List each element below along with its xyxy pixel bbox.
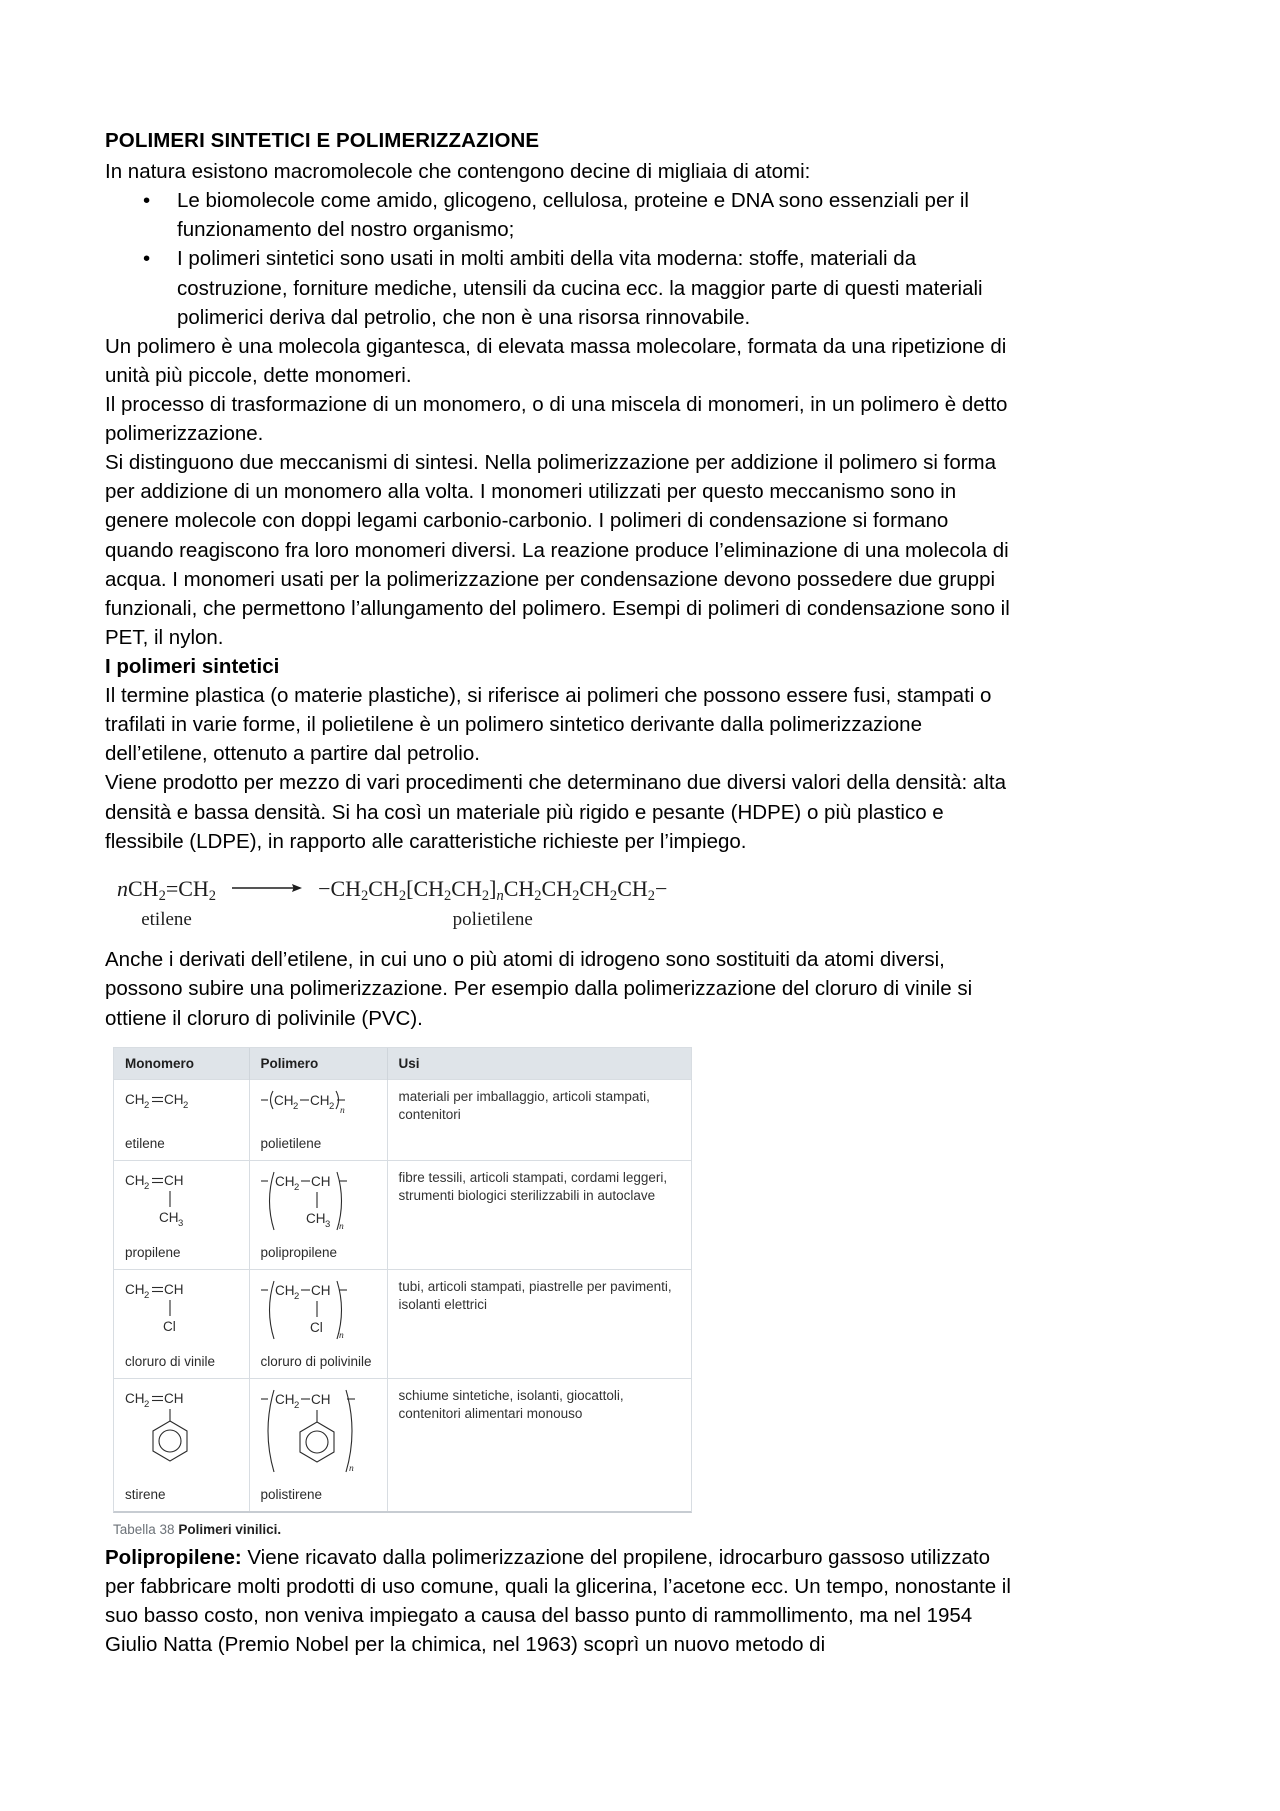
svg-text:CH: CH <box>309 1092 329 1108</box>
svg-text:CH: CH <box>273 1092 293 1108</box>
structure-styrene-monomer <box>125 1387 240 1483</box>
page-title: POLIMERI SINTETICI E POLIMERIZZAZIONE <box>105 129 540 152</box>
svg-text:2: 2 <box>293 1399 299 1411</box>
svg-text:CH: CH <box>274 1391 294 1407</box>
svg-text:CH: CH <box>310 1282 330 1298</box>
svg-text:CH: CH <box>125 1390 145 1406</box>
svg-text:n: n <box>338 1221 344 1232</box>
list-item <box>105 186 1015 244</box>
svg-text:3: 3 <box>178 1217 184 1229</box>
structure-vinyl-chloride-monomer <box>125 1278 240 1350</box>
paragraph-definition: Un polimero è una molecola gigantesca, di elevata massa molecolare, formata da una ripetizione di unità più piccole, dette monomeri. <box>105 334 1007 387</box>
svg-text:2: 2 <box>293 1181 299 1193</box>
equation-product-formula: $-CH_2CH_2[CH_2CH_2]_nCH_2CH_2CH_2CH_2-$ <box>318 875 668 904</box>
svg-text:CH: CH <box>274 1282 294 1298</box>
svg-text:CH: CH <box>310 1173 330 1189</box>
svg-text:n: n <box>348 1463 354 1474</box>
polypropylene-lead: Polipropilene: <box>105 1545 242 1569</box>
polymer-cell-polypropylene <box>249 1160 387 1269</box>
table-row <box>114 1160 691 1269</box>
svg-text:CH: CH <box>310 1391 330 1407</box>
monomer-name: cloruro di vinile <box>125 1353 216 1369</box>
table-header-row <box>114 1048 691 1080</box>
polymer-cell-polystyrene <box>249 1378 387 1511</box>
structure-polyvinyl-chloride <box>261 1278 378 1350</box>
polymer-cell-polyethylene <box>249 1079 387 1160</box>
list-item-text: I polimeri sintetici sono usati in molti ambiti della vita moderna: stoffe, materiali da costruzione, forniture mediche, utensili da cucina ecc. la maggior parte di questi materiali polimerici deriva dal petrolio, che non è una risorsa rinnovabile. <box>177 247 983 329</box>
equation-product-label: polietilene <box>452 909 533 931</box>
svg-text:CH: CH <box>164 1091 184 1107</box>
list-item <box>105 244 1015 331</box>
intro-paragraph: In natura esistono macromolecole che contengono decine di migliaia di atomi: <box>105 160 811 184</box>
svg-text:CH: CH <box>125 1172 145 1188</box>
column-header-usi: Usi <box>387 1048 691 1080</box>
polymer-name: cloruro di polivinile <box>260 1353 372 1369</box>
bullet-dot-icon: • <box>143 189 151 213</box>
table-caption <box>113 1522 1015 1537</box>
svg-text:Cl: Cl <box>309 1319 323 1335</box>
polypropylene-body: Viene ricavato dalla polimerizzazione del propilene, idrocarburo gassoso utilizzato per fabbricare molti prodotti di uso comune, quali la glicerina, l’acetone ecc. Un tempo, nonostante il suo basso costo, non veniva impiegato a causa del basso punto di rammollimento, ma nel 1954 Giulio Natta (Premio Nobel per la chimica, nel 1963) scoprì un nuovo metodo di <box>105 1545 1011 1656</box>
vinyl-polymers-table <box>114 1048 691 1511</box>
table-row <box>114 1269 691 1378</box>
bullet-list <box>105 186 1015 332</box>
usi-cell <box>387 1079 691 1160</box>
svg-text:n: n <box>338 1330 344 1341</box>
svg-text:CH: CH <box>164 1172 184 1188</box>
equation-reactant-formula: $nCH_2=CH_2$ <box>117 875 217 904</box>
right-arrow-icon <box>230 880 304 896</box>
svg-text:CH: CH <box>164 1281 184 1297</box>
usi-cell <box>387 1160 691 1269</box>
svg-text:n: n <box>339 1105 345 1116</box>
paragraph-ethylene-derivatives: Anche i derivati dell’etilene, in cui uno o più atomi di idrogeno sono sostituiti da atomi diversi, possono subire una polimerizzazione. Per esempio dalla polimerizzazione del cloruro di vinile si ottiene il cloruro di polivinile (PVC). <box>105 948 973 1030</box>
svg-text:CH: CH <box>125 1091 145 1107</box>
subheading-synthetic-polymers: I polimeri sintetici <box>105 654 280 678</box>
vinyl-polymers-table-container <box>113 1047 692 1513</box>
polymer-name: polipropilene <box>260 1244 338 1260</box>
monomer-cell-styrene <box>114 1378 249 1511</box>
svg-text:2: 2 <box>144 1289 150 1301</box>
equation-reactant-label: etilene <box>141 909 192 931</box>
column-header-polimero: Polimero <box>249 1048 387 1080</box>
bullet-dot-icon: • <box>143 247 151 271</box>
polymer-cell-pvc <box>249 1269 387 1378</box>
equation-reactant <box>117 875 217 931</box>
table-row <box>114 1079 691 1160</box>
svg-text:2: 2 <box>144 1099 150 1111</box>
paragraph-polymerization: Il processo di trasformazione di un monomero, o di una miscela di monomeri, in un polimero è detto polimerizzazione. <box>105 392 1008 446</box>
column-header-monomero: Monomero <box>114 1048 249 1080</box>
structure-ethylene-monomer <box>125 1088 240 1132</box>
structure-polystyrene <box>261 1387 378 1483</box>
equation-product <box>318 875 668 931</box>
svg-text:2: 2 <box>293 1290 299 1302</box>
svg-text:2: 2 <box>183 1099 189 1111</box>
svg-text:3: 3 <box>324 1218 330 1230</box>
monomer-name: propilene <box>125 1244 181 1260</box>
document-body <box>105 126 1015 1659</box>
usi-text: fibre tessili, articoli stampati, cordami leggeri, strumenti biologici sterilizzabili in autoclave <box>398 1169 668 1204</box>
table-row <box>114 1378 691 1511</box>
svg-text:CH: CH <box>305 1210 325 1226</box>
structure-propylene-monomer <box>125 1169 240 1241</box>
structure-polypropylene <box>261 1169 378 1241</box>
monomer-cell-propylene <box>114 1160 249 1269</box>
svg-text:CH: CH <box>164 1390 184 1406</box>
monomer-name: etilene <box>125 1135 165 1151</box>
table-caption-prefix: Tabella 38 <box>113 1521 175 1537</box>
svg-text:2: 2 <box>144 1398 150 1410</box>
svg-text:Cl: Cl <box>163 1318 176 1334</box>
usi-text: schiume sintetiche, isolanti, giocattoli, contenitori alimentari monouso <box>398 1387 624 1422</box>
svg-text:CH: CH <box>125 1281 145 1297</box>
usi-text: tubi, articoli stampati, piastrelle per pavimenti, isolanti elettrici <box>398 1278 672 1313</box>
paragraph-density: Viene prodotto per mezzo di vari procedimenti che determinano due diversi valori della densità: alta densità e bassa densità. Si ha così un materiale più rigido e pesante (HDPE) o più plastico e flessibile (LDPE), in rapporto alle caratteristiche richieste per l’impiego. <box>105 771 1006 853</box>
svg-text:2: 2 <box>292 1100 298 1112</box>
monomer-cell-ethylene <box>114 1079 249 1160</box>
list-item-text: Le biomolecole come amido, glicogeno, cellulosa, proteine e DNA sono essenziali per il funzionamento del nostro organismo; <box>177 189 969 242</box>
usi-cell <box>387 1269 691 1378</box>
svg-text:2: 2 <box>328 1100 334 1112</box>
polymer-name: polistirene <box>260 1486 323 1502</box>
paragraph-plastics: Il termine plastica (o materie plastiche), si riferisce ai polimeri che possono essere fusi, stampati o trafilati in varie forme, il polietilene è un polimero sintetico derivante dalla polimerizzazione dell’etilene, ottenuto a partire dal petrolio. <box>105 684 992 766</box>
monomer-name: stirene <box>125 1486 166 1502</box>
paragraph-polypropylene <box>105 1543 1015 1659</box>
structure-polyethylene <box>261 1088 378 1132</box>
usi-text: materiali per imballaggio, articoli stampati, contenitori <box>398 1088 650 1123</box>
polymer-name: polietilene <box>260 1135 322 1151</box>
svg-text:2: 2 <box>144 1180 150 1192</box>
paragraph-mechanisms: Si distinguono due meccanismi di sintesi. Nella polimerizzazione per addizione il polimero si forma per addizione di un monomero alla volta. I monomeri utilizzati per questo meccanismo sono in genere molecole con doppi legami carbonio-carbonio. I polimeri di condensazione si formano quando reagiscono fra loro monomeri diversi. La reazione produce l’eliminazione di una molecola di acqua. I monomeri usati per la polimerizzazione per condensazione devono possedere due gruppi funzionali, che permettono l’allungamento del polimero. Esempi di polimeri di condensazione sono il PET, il nylon. <box>105 451 1010 649</box>
usi-cell <box>387 1378 691 1511</box>
svg-text:CH: CH <box>274 1173 294 1189</box>
table-caption-text: Polimeri vinilici. <box>178 1521 282 1537</box>
monomer-cell-vinyl-chloride <box>114 1269 249 1378</box>
ethylene-polymerization-equation <box>105 875 1015 931</box>
svg-text:CH: CH <box>159 1209 179 1225</box>
